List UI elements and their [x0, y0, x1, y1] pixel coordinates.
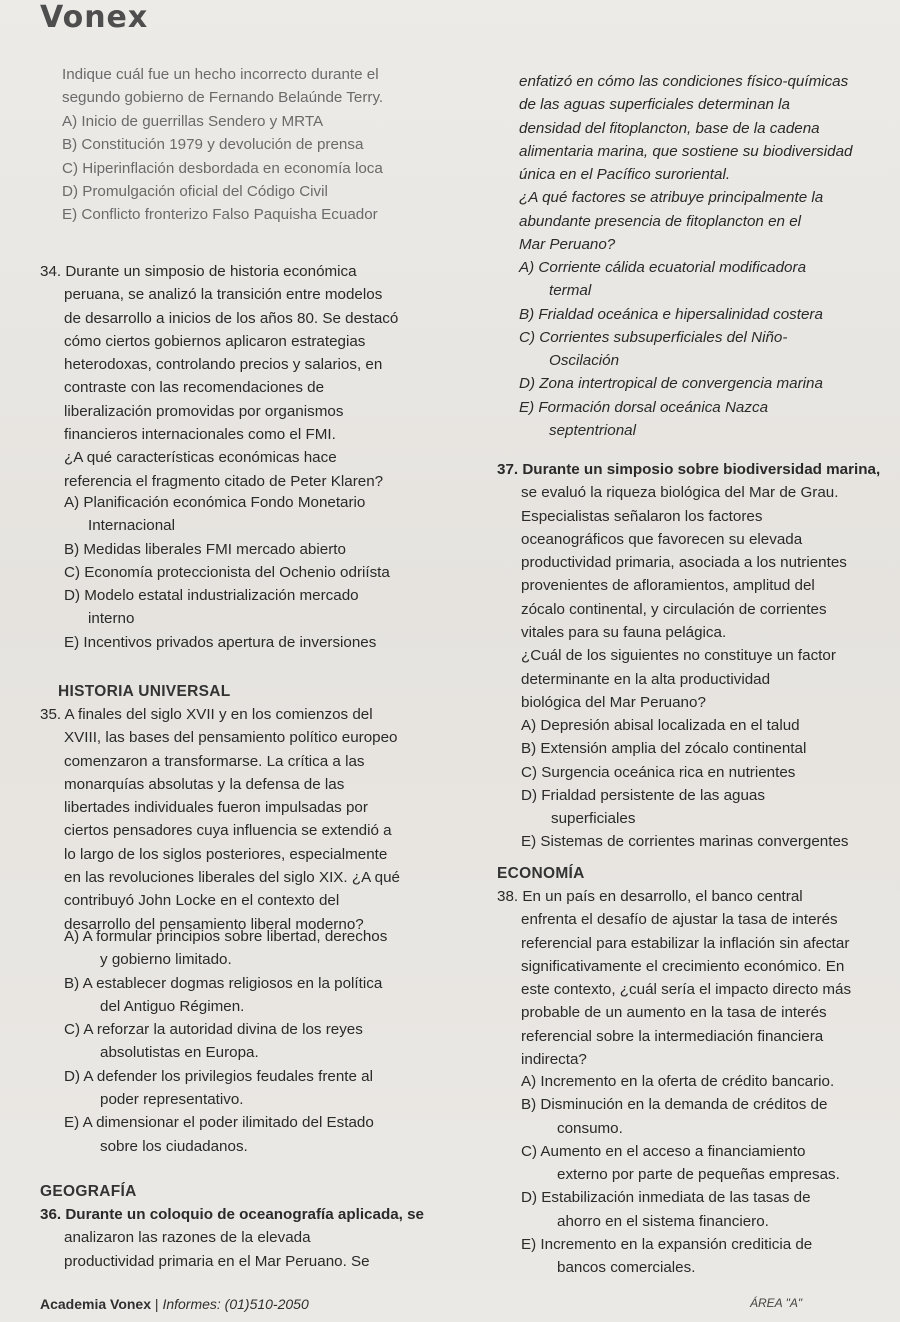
question-33-options	[62, 110, 383, 226]
q34-line: financieros internacionales como el FMI.	[64, 426, 336, 444]
q35-option-c: C) A reforzar la autoridad divina de los reyes	[64, 1021, 363, 1039]
q36-cont-line: Mar Peruano?	[519, 236, 616, 254]
q38-line: este contexto, ¿cuál sería el impacto directo más	[521, 981, 852, 999]
question-38-stem	[497, 885, 851, 1071]
q35-option-d-cont: poder representativo.	[100, 1091, 244, 1109]
q34-option-d: D) Modelo estatal industrialización mercado	[64, 587, 359, 605]
q38-option-e: E) Incremento en la expansión crediticia de	[521, 1236, 813, 1254]
q38-line: referencial sobre la intermediación financiera	[521, 1027, 824, 1045]
q34-option-c: C) Economía proteccionista del Ochenio odriísta	[64, 563, 390, 581]
q35-option-d: D) A defender los privilegios feudales frente al	[64, 1067, 373, 1085]
q37-option-c: C) Surgencia oceánica rica en nutrientes	[521, 763, 796, 781]
q36-option-c: C) Corrientes subsuperficiales del Niño-	[519, 328, 788, 346]
footer-separator: |	[151, 1296, 163, 1312]
section-heading-historia-universal: HISTORIA UNIVERSAL	[58, 683, 231, 700]
q36-line: productividad primaria en el Mar Peruano. Se	[64, 1252, 370, 1270]
q38-option-d: D) Estabilización inmediata de las tasas de	[521, 1189, 811, 1207]
q34-line: contraste con las recomendaciones de	[64, 379, 325, 397]
q37-line: vitales para su fauna pelágica.	[521, 624, 727, 642]
q37-line: determinante en la alta productividad	[521, 670, 771, 688]
q35-line: lo largo de los siglos posteriores, especialmente	[64, 845, 388, 863]
q34-line: cómo ciertos gobiernos aplicaron estrategias	[64, 332, 366, 350]
q33-option-e: E) Conflicto fronterizo Falso Paquisha Ecuador	[62, 206, 378, 224]
q35-line: 35. A finales del siglo XVII y en los comienzos del	[40, 706, 373, 723]
q38-option-d-cont: ahorro en el sistema financiero.	[557, 1212, 769, 1230]
footer-area-label: ÁREA "A"	[750, 1296, 803, 1310]
section-heading-economia: ECONOMÍA	[497, 865, 585, 882]
q34-line: ¿A qué características económicas hace	[64, 449, 337, 467]
q35-option-c-cont: absolutistas en Europa.	[100, 1044, 259, 1062]
q37-line: productividad primaria, asociada a los nutrientes	[521, 554, 847, 572]
q35-line: desarrollo del pensamiento liberal moderno?	[64, 915, 364, 933]
q38-option-b: B) Disminución en la demanda de créditos de	[521, 1096, 828, 1114]
q35-line: en las revoluciones liberales del siglo XIX. ¿A qué	[64, 869, 401, 887]
q34-line: peruana, se analizó la transición entre modelos	[64, 286, 383, 304]
q35-option-b-cont: del Antiguo Régimen.	[100, 997, 245, 1015]
q33-line: segundo gobierno de Fernando Belaúnde Terry.	[62, 89, 384, 107]
q38-line: enfrenta el desafío de ajustar la tasa de interés	[521, 911, 838, 929]
q33-line: Indique cuál fue un hecho incorrecto durante el	[62, 66, 379, 83]
q36-line: analizaron las razones de la elevada	[64, 1229, 311, 1247]
q37-line: provenientes de afloramientos, amplitud del	[521, 577, 815, 595]
question-37-stem	[497, 458, 880, 714]
q36-option-a: A) Corriente cálida ecuatorial modificadora	[519, 259, 807, 276]
q38-option-b-cont: consumo.	[557, 1119, 623, 1137]
q36-cont-line: ¿A qué factores se atribuye principalmente la	[519, 189, 824, 207]
q36-option-d: D) Zona intertropical de convergencia marina	[519, 375, 823, 393]
vonex-logo: Vonex	[40, 0, 149, 35]
q38-option-c: C) Aumento en el acceso a financiamiento	[521, 1142, 806, 1160]
q38-line: probable de un aumento en la tasa de interés	[521, 1004, 827, 1022]
q38-option-e-cont: bancos comerciales.	[557, 1259, 696, 1277]
question-37-options	[521, 714, 849, 854]
question-36-continuation	[519, 70, 852, 256]
section-heading-geografia: GEOGRAFÍA	[40, 1183, 137, 1200]
q36-cont-line: enfatizó en cómo las condiciones físico-químicas	[519, 73, 849, 90]
q36-option-b: B) Frialdad oceánica e hipersalinidad costera	[519, 305, 823, 323]
question-34-stem	[40, 260, 398, 493]
q36-line: 36. Durante un coloquio de oceanografía aplicada, se	[40, 1206, 425, 1223]
question-36-stem	[40, 1203, 424, 1273]
q38-option-a: A) Incremento en la oferta de crédito bancario.	[521, 1073, 835, 1090]
q33-option-a: A) Inicio de guerrillas Sendero y MRTA	[62, 113, 324, 130]
q37-line: se evaluó la riqueza biológica del Mar de Grau.	[521, 484, 839, 502]
question-36-options	[519, 256, 823, 442]
footer-informes: Informes: (01)510-2050	[162, 1296, 309, 1312]
q36-cont-line: alimentaria marina, que sostiene su biodiversidad	[519, 142, 853, 160]
q37-line: oceanográficos que favorecen su elevada	[521, 530, 803, 548]
q34-line: referencia el fragmento citado de Peter Klaren?	[64, 472, 384, 490]
footer	[40, 1296, 309, 1312]
q36-cont-line: de las aguas superficiales determinan la	[519, 96, 791, 114]
q34-option-a: A) Planificación económica Fondo Monetario	[64, 494, 366, 511]
q36-option-e: E) Formación dorsal oceánica Nazca	[519, 398, 769, 416]
q33-option-b: B) Constitución 1979 y devolución de prensa	[62, 136, 364, 154]
q34-line: de desarrollo a inicios de los años 80. Se destacó	[64, 309, 399, 327]
question-38-options	[521, 1070, 840, 1280]
q36-cont-line: única en el Pacífico suroriental.	[519, 166, 731, 184]
q35-option-b: B) A establecer dogmas religiosos en la política	[64, 974, 383, 992]
q34-option-d-cont: interno	[88, 610, 135, 628]
q34-line: heterodoxas, controlando precios y salarios, en	[64, 356, 383, 374]
q35-line: libertades individuales fueron impulsadas por	[64, 799, 368, 817]
q36-cont-line: densidad del fitoplancton, base de la cadena	[519, 119, 820, 137]
q37-line: zócalo continental, y circulación de corrientes	[521, 600, 827, 618]
q33-option-d: D) Promulgación oficial del Código Civil	[62, 182, 328, 200]
question-35-stem	[40, 703, 400, 936]
q38-line: referencial para estabilizar la inflación sin afectar	[521, 934, 850, 952]
q38-line: indirecta?	[521, 1051, 587, 1069]
q38-line: 38. En un país en desarrollo, el banco central	[497, 888, 803, 905]
footer-academy: Academia Vonex	[40, 1296, 152, 1312]
q38-option-c-cont: externo por parte de pequeñas empresas.	[557, 1166, 840, 1184]
question-33-stem	[62, 63, 383, 110]
q37-line: 37. Durante un simposio sobre biodiversidad marina,	[497, 461, 881, 478]
question-34-options	[64, 491, 390, 654]
q35-line: comenzaron a transformarse. La crítica a las	[64, 752, 365, 770]
question-35-options	[64, 925, 387, 1158]
q36-option-a-cont: termal	[549, 282, 592, 300]
q34-line: 34. Durante un simposio de historia económica	[40, 263, 357, 280]
q37-option-d: D) Frialdad persistente de las aguas	[521, 786, 765, 804]
q37-option-d-cont: superficiales	[551, 810, 636, 828]
q35-option-a: A) A formular principios sobre libertad, derechos	[64, 928, 388, 945]
q37-option-a: A) Depresión abisal localizada en el talud	[521, 717, 800, 734]
q35-line: ciertos pensadores cuya influencia se extendió a	[64, 822, 392, 840]
q35-option-e-cont: sobre los ciudadanos.	[100, 1137, 248, 1155]
q36-option-e-cont: septentrional	[549, 422, 636, 440]
q35-line: XVIII, las bases del pensamiento político europeo	[64, 729, 398, 747]
q38-line: significativamente el crecimiento económico. En	[521, 957, 845, 975]
q36-cont-line: abundante presencia de fitoplancton en el	[519, 212, 802, 230]
q35-option-e: E) A dimensionar el poder ilimitado del Estado	[64, 1114, 374, 1132]
q37-line: Especialistas señalaron los factores	[521, 507, 763, 525]
q37-option-e: E) Sistemas de corrientes marinas convergentes	[521, 833, 849, 851]
q33-option-c: C) Hiperinflación desbordada en economía loca	[62, 159, 383, 177]
q36-option-c-cont: Oscilación	[549, 352, 620, 370]
q34-option-b: B) Medidas liberales FMI mercado abierto	[64, 540, 346, 558]
q35-line: contribuyó John Locke en el contexto del	[64, 892, 340, 910]
q35-line: monarquías absolutas y la defensa de las	[64, 775, 345, 793]
q35-option-a-cont: y gobierno limitado.	[100, 951, 232, 969]
q34-option-e: E) Incentivos privados apertura de inversiones	[64, 633, 377, 651]
q37-line: biológica del Mar Peruano?	[521, 693, 706, 711]
q37-option-b: B) Extensión amplia del zócalo continental	[521, 740, 807, 758]
q37-line: ¿Cuál de los siguientes no constituye un factor	[521, 647, 836, 665]
q34-option-a-cont: Internacional	[88, 517, 175, 535]
q34-line: liberalización promovidas por organismos	[64, 402, 344, 420]
